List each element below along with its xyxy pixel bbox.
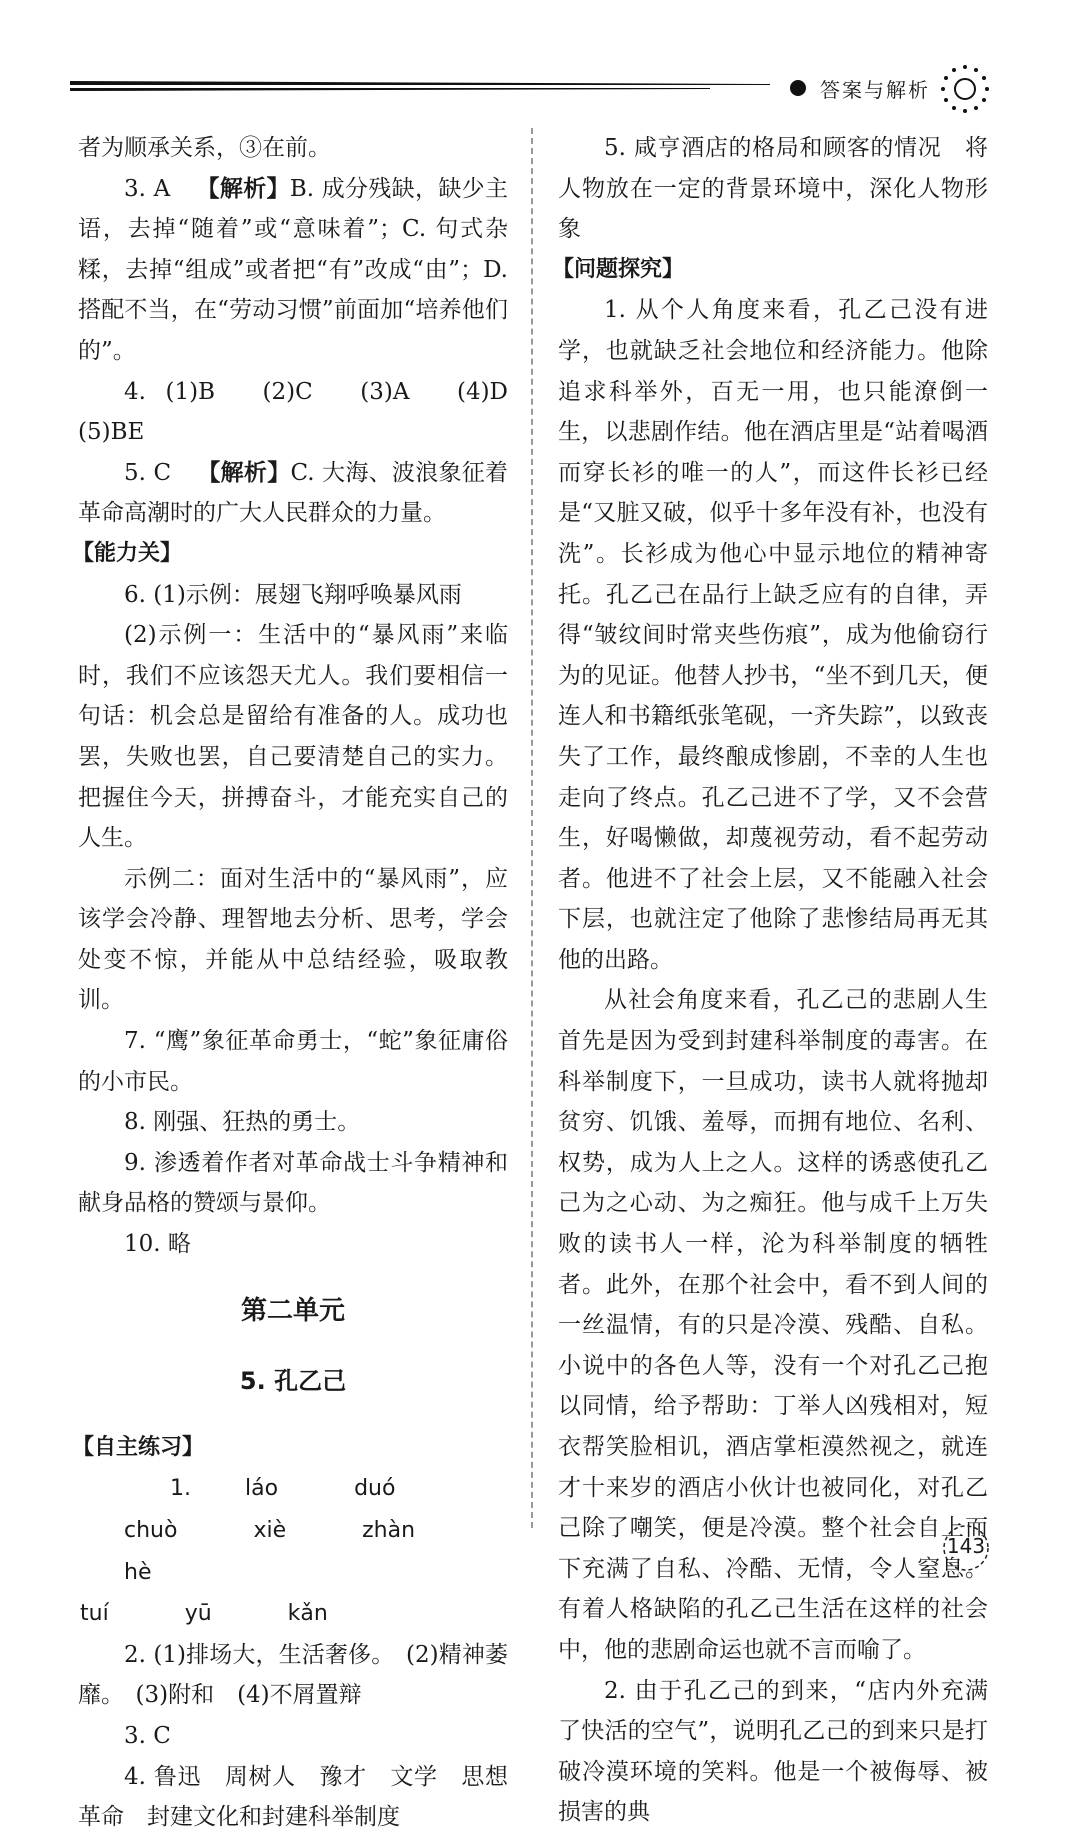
- answer-7: 7. “鹰”象征革命勇士，“蛇”象征庸俗的小市民。: [78, 1028, 508, 1095]
- header-bullet-icon: [790, 80, 806, 96]
- section-label-self-practice: 【自主练习】: [72, 1434, 205, 1460]
- pinyin-item: tuí: [80, 1601, 109, 1627]
- pinyin-answers: [78, 1468, 508, 1634]
- exercise-5: 5. 咸亨酒店的格局和顾客的情况 将人物放在一定的背景环境中，深化人物形象: [558, 135, 988, 243]
- pinyin-item: hè: [124, 1559, 152, 1585]
- lesson-title: 5. 孔乙己: [239, 1367, 347, 1396]
- pinyin-item: xiè: [253, 1518, 287, 1543]
- explore-2: 2. 由于孔乙己的到来，“店内外充满了快活的空气”，说明孔乙己的到来只是打破冷漠环境的笑料。他是一个被侮辱、被损害的典: [558, 1677, 988, 1826]
- page-number-badge: [938, 1520, 994, 1576]
- analysis-text: C. 大海、波浪象征着革命高潮时的广大人民群众的力量。: [78, 459, 509, 527]
- pinyin-item: duó: [354, 1476, 396, 1502]
- pinyin-item: zhàn: [362, 1518, 416, 1543]
- unit-title: 第二单元: [240, 1295, 345, 1326]
- answer-10: 10. 略: [124, 1231, 191, 1258]
- left-column: [72, 128, 531, 1838]
- section-label-ability: 【能力关】: [72, 540, 183, 566]
- pinyin-item: chuò: [124, 1518, 178, 1543]
- answer-5: [78, 453, 508, 534]
- answer-6-3: 示例二：面对生活中的“暴风雨”，应该学会冷静、理智地去分析、思考，学会处变不惊，并能从中总结经验，吸取教训。: [78, 865, 508, 1014]
- analysis-text: B. 成分残缺，缺少主语，去掉“随着”或“意味着”；C. 句式杂糅，去掉“组成”或者把“有”改成“由”；D. 搭配不当，在“劳动习惯”前面加“培养他们的”。: [78, 175, 508, 364]
- answer-number: 3. A: [124, 175, 171, 202]
- answer-3: [78, 169, 508, 372]
- answer-9: 9. 渗透着作者对革命战士斗争精神和献身品格的赞颂与景仰。: [78, 1149, 508, 1217]
- answer-4: 4. (1)B (2)C (3)A (4)D (5)BE: [78, 378, 531, 446]
- exercise-4: 4. 鲁迅 周树人 豫才 文学 思想 革命 封建文化和封建科举制度: [78, 1763, 531, 1831]
- explore-1-continued: 从社会角度来看，孔乙己的悲剧人生首先是因为受到封建科举制度的毒害。在科举制度下，一旦成功，读书人就将抛却贫穷、饥饿、羞辱，而拥有地位、名利、权势，成为人上之人。这样的诱惑使孔乙己为之心动、为之痴狂。他与成千上万失败的读书人一样，沦为科举制度的牺牲者。此外，在那个社会中，看不到人间的一丝温情，有的只是冷漠、残酷、自私。小说中的各色人等，没有一个对孔乙己抱以同情，给予帮助：丁举人凶残相对，短衣帮笑脸相讥，酒店掌柜漠然视之，就连才十来岁的酒店小伙计也被同化，对孔乙己除了嘲笑，便是冷漠。整个社会自上而下充满了自私、冷酷、无情，令人窒息。有着人格缺陷的孔乙己生活在这样的社会中，他的悲剧命运也就不言而喻了。: [558, 987, 988, 1663]
- column-divider: [531, 128, 533, 1528]
- exercise-3: 3. C: [124, 1722, 171, 1749]
- section-label-explore: 【问题探究】: [552, 256, 685, 282]
- pinyin-item: kǎn: [287, 1601, 328, 1627]
- explore-1: 1. 从个人角度来看，孔乙己没有进学，也就缺乏社会地位和经济能力。他除追求科举外，百无一用，也只能潦倒一生，以悲剧作结。他在酒店里是“站着喝酒而穿长衫的唯一的人”，而这件长衫已经是“又脏又破，似乎十多年没有补，也没有洗”。长衫成为他心中显示地位的精神寄托。孔乙己在品行上缺乏应有的自律，弄得“皱纹间时常夹些伤痕”，成为他偷窃行为的见证。他替人抄书，“坐不到几天，便连人和书籍纸张笔砚，一齐失踪”，以致丧失了工作，最终酿成惨剧，不幸的人生也走向了终点。孔乙己进不了学，又不会营生，好喝懒做，却蔑视劳动，看不起劳动者。他进不了社会上层，又不能融入社会下层，也就注定了他除了悲惨结局再无其他的出路。: [558, 297, 988, 973]
- page-number: 143: [946, 1534, 986, 1558]
- sun-ring-icon: [938, 62, 992, 116]
- exercise-2: 2. (1)排场大，生活奢侈。 (2)精神萎靡。 (3)附和 (4)不屑置辩: [78, 1641, 508, 1709]
- analysis-tag: 【解析】: [196, 175, 290, 202]
- pinyin-item: yū: [184, 1601, 212, 1627]
- pinyin-item: láo: [245, 1476, 279, 1502]
- header-title: 答案与解析: [820, 78, 930, 102]
- answer-text: 者为顺承关系，③在前。: [78, 135, 331, 161]
- header-rule: [70, 78, 770, 94]
- answer-6-1: 6. (1)示例：展翅飞翔呼唤暴风雨: [124, 581, 462, 608]
- analysis-tag: 【解析】: [197, 459, 291, 486]
- right-column: [552, 128, 988, 1833]
- answer-number: 5. C: [124, 459, 172, 486]
- answer-8: 8. 刚强、狂热的勇士。: [124, 1109, 361, 1136]
- answer-6-2: (2)示例一：生活中的“暴风雨”来临时，我们不应该怨天尤人。我们要相信一句话：机会总是留给有准备的人。成功也罢，失败也罢，自己要清楚自己的实力。把握住今天，拼搏奋斗，才能充实自己的人生。: [78, 622, 508, 852]
- answer-number: 1.: [170, 1476, 191, 1502]
